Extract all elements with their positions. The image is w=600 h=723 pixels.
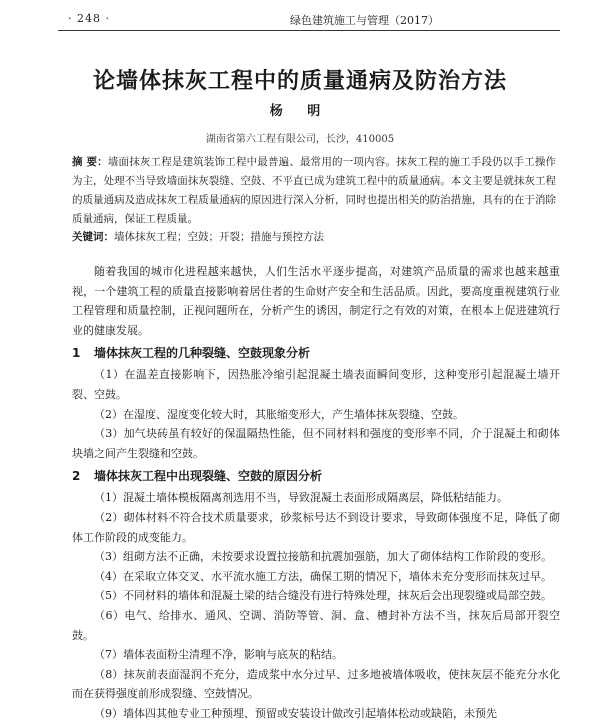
journal-name: 绿色建筑施工与管理（2017） xyxy=(290,14,439,27)
section-title-1: 墙体抹灰工程的几种裂缝、空鼓现象分析 xyxy=(94,346,311,361)
section-heading-1 xyxy=(72,343,560,363)
section2-item: （3）组砌方法不正确，未按要求设置拉接筋和抗震加强筋，加大了砌体结构工作阶段的变形。 xyxy=(94,550,552,564)
author-affiliation: 湖南省第六工程有限公司，长沙，410005 xyxy=(205,134,395,145)
article-title: 论墙体抹灰工程中的质量通病及防治方法 xyxy=(92,69,507,94)
article-body xyxy=(72,262,560,723)
keywords xyxy=(72,228,556,246)
section1-item: （3）加气块砖虽有较好的保温隔热性能，但不同材料和强度的变形率不同，介于混凝土和砌体块墙之间产生裂缝和空鼓。 xyxy=(72,427,560,460)
section-heading-2 xyxy=(72,466,560,486)
section1-item: （1）在温差直接影响下，因热胀冷缩引起混凝土墙表面瞬间变形，这种变形引起混凝土墙开裂、空鼓。 xyxy=(72,368,560,401)
section2-item: （4）在采取立体交叉、水平流水施工方法，确保工期的情况下，墙体未充分变形而抹灰过早。 xyxy=(94,569,552,583)
section2-item: （5）不同材料的墙体和混凝土梁的结合缝没有进行特殊处理，抹灰后会出现裂缝或局部空鼓。 xyxy=(94,589,552,603)
section1-item: （2）在湿度、湿度变化较大时，其胀缩变形大，产生墙体抹灰裂缝、空鼓。 xyxy=(94,407,464,421)
section-title-2: 墙体抹灰工程中出现裂缝、空鼓的原因分析 xyxy=(94,469,323,484)
article-author: 杨 明 xyxy=(269,104,331,119)
section-number-2: 2 xyxy=(72,469,81,484)
header-rule xyxy=(58,30,560,31)
section2-item: （7）墙体表面粉尘清理不净，影响与底灰的粘结。 xyxy=(94,648,343,662)
abstract xyxy=(72,153,556,229)
keywords-label: 关键词： xyxy=(72,231,114,243)
section2-item: （1）混凝土墙体模板隔离剂选用不当，导致混凝土表面形成隔离层，降低粘结能力。 xyxy=(94,491,508,505)
section2-item: （9）墙体四其他专业工种预埋、预留或安装设计做改引起墙体松动或缺陷，未预先 xyxy=(94,706,497,720)
running-header xyxy=(58,8,560,30)
section-number-1: 1 xyxy=(72,346,81,361)
keywords-text: 墙体抹灰工程；空鼓；开裂；措施与预控方法 xyxy=(114,231,324,243)
section2-item: （8）抹灰前表面湿润不充分，造成浆中水分过早、过多地被墙体吸收，使抹灰层不能充分水化而在获得强度前形成裂缝、空鼓情况。 xyxy=(72,667,560,701)
abstract-label: 摘 要： xyxy=(72,156,108,168)
intro-paragraph: 随着我国的城市化进程越来越快，人们生活水平逐步提高，对建筑产品质量的需求也越来越重视，一个建筑工程的质量直接影响着居住者的生命财产安全和生活品质。因此，要高度重视建筑行业工程管理和质量控制，正视问题所在，分析产生的诱因，制定行之有效的对策，在根本上促进建筑行业的健康发展。 xyxy=(72,265,560,337)
page-number: · 248 · xyxy=(68,12,110,25)
section2-item: （6）电气、给排水、通风、空调、消防等管、洞、盒、槽封补方法不当，抹灰后局部开裂空鼓。 xyxy=(72,608,560,642)
abstract-text: 墙面抹灰工程是建筑装饰工程中最普遍、最常用的一项内容。抹灰工程的施工手段仍以手工操作为主，处理不当导致墙面抹灰裂缝、空鼓、不平直已成为建筑工程中的质量通病。本文主要是就抹灰工程的质量通病及造成抹灰工程质量通病的原因进行深入分析，同时也提出相关的防治措施，具有的在于消除质量通病，保证工程质量。 xyxy=(72,156,557,225)
section2-item: （2）砌体材料不符合技术质量要求，砂浆标号达不到设计要求，导致砌体强度不足，降低了砌体工作阶段的成变能力。 xyxy=(72,510,560,544)
